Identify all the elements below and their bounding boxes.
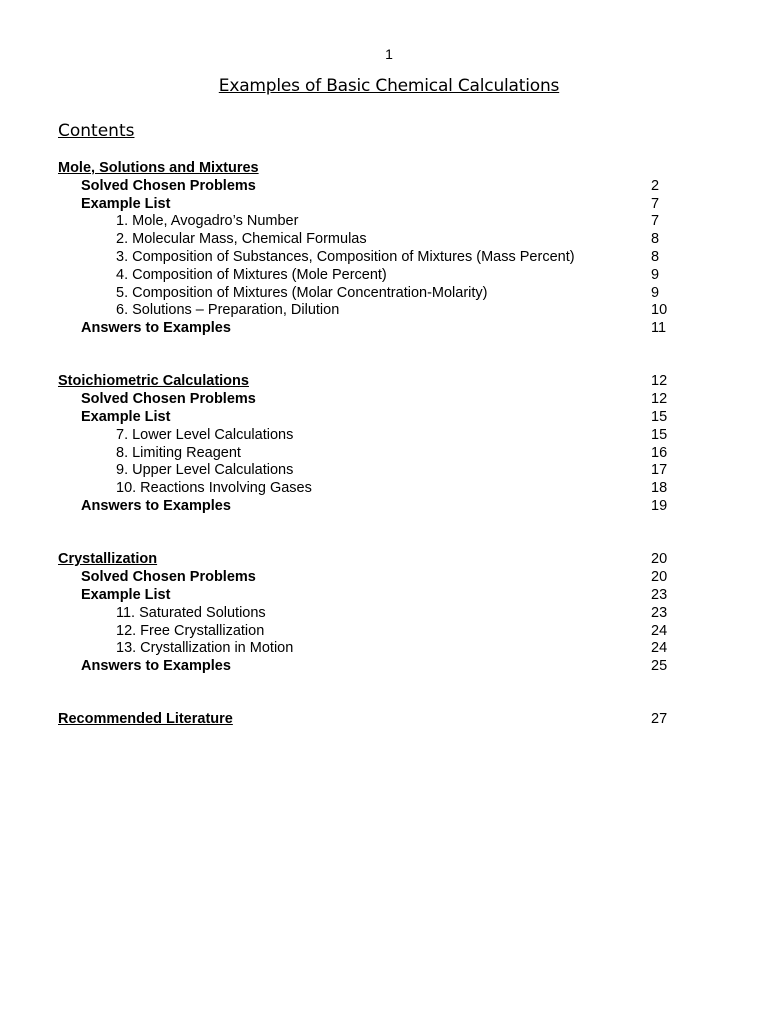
- page-number: 1: [385, 46, 393, 62]
- toc-example-entry[interactable]: [0, 605, 768, 623]
- toc-example-entry[interactable]: [0, 213, 768, 231]
- toc-subsection-entry[interactable]: [0, 409, 768, 427]
- toc-subsection-entry[interactable]: [0, 196, 768, 214]
- toc-page-number: 2: [651, 177, 660, 194]
- table-of-contents: [0, 160, 768, 729]
- toc-page-number: 11: [651, 320, 667, 337]
- toc-section-title: Crystallization: [58, 551, 158, 568]
- contents-heading: Contents: [58, 121, 135, 141]
- section-spacer: [0, 676, 768, 712]
- toc-example-entry[interactable]: [0, 623, 768, 641]
- toc-subsection-entry[interactable]: [0, 178, 768, 196]
- toc-entry-label: Example List: [81, 409, 171, 426]
- toc-section-title: Recommended Literature: [58, 711, 233, 728]
- toc-entry-label: 11. Saturated Solutions: [116, 604, 266, 621]
- toc-entry-label: 7. Lower Level Calculations: [116, 426, 294, 443]
- toc-entry-label: 10. Reactions Involving Gases: [116, 480, 312, 497]
- toc-page-number: 19: [651, 498, 668, 515]
- toc-page-number: 12: [651, 391, 668, 408]
- toc-page-number: 9: [651, 284, 660, 301]
- toc-page-number: 27: [651, 711, 668, 728]
- toc-entry-label: Answers to Examples: [81, 320, 231, 337]
- toc-page-number: 15: [651, 409, 668, 426]
- toc-page-number: 15: [651, 426, 668, 443]
- toc-entry-label: Solved Chosen Problems: [81, 569, 256, 586]
- toc-section-heading[interactable]: [0, 711, 768, 729]
- toc-page-number: 20: [651, 569, 668, 586]
- toc-subsection-entry[interactable]: [0, 320, 768, 338]
- toc-page-number: 23: [651, 586, 668, 603]
- toc-page-number: 24: [651, 640, 668, 657]
- toc-page-number: 17: [651, 462, 668, 479]
- toc-section-title: Stoichiometric Calculations: [58, 373, 249, 390]
- toc-subsection-entry[interactable]: [0, 498, 768, 516]
- toc-entry-label: Answers to Examples: [81, 658, 231, 675]
- toc-entry-label: Solved Chosen Problems: [81, 177, 256, 194]
- toc-page-number: 20: [651, 551, 668, 568]
- section-spacer: [0, 338, 768, 374]
- toc-page-number: 10: [651, 302, 668, 319]
- toc-example-entry[interactable]: [0, 285, 768, 303]
- section-spacer: [0, 516, 768, 552]
- toc-example-entry[interactable]: [0, 267, 768, 285]
- toc-page-number: 18: [651, 480, 668, 497]
- toc-subsection-entry[interactable]: [0, 391, 768, 409]
- toc-entry-label: 8. Limiting Reagent: [116, 444, 241, 461]
- toc-page-number: 24: [651, 622, 668, 639]
- toc-page-number: 12: [651, 373, 668, 390]
- toc-section-heading[interactable]: [0, 373, 768, 391]
- toc-entry-label: Solved Chosen Problems: [81, 391, 256, 408]
- toc-entry-label: Example List: [81, 586, 171, 603]
- toc-entry-label: 13. Crystallization in Motion: [116, 640, 294, 657]
- toc-entry-label: 9. Upper Level Calculations: [116, 462, 294, 479]
- toc-entry-label: 4. Composition of Mixtures (Mole Percent): [116, 266, 387, 283]
- toc-example-entry[interactable]: [0, 480, 768, 498]
- toc-section-heading[interactable]: [0, 551, 768, 569]
- toc-example-entry[interactable]: [0, 231, 768, 249]
- toc-example-entry[interactable]: [0, 249, 768, 267]
- toc-page-number: 16: [651, 444, 668, 461]
- document-title: Examples of Basic Chemical Calculations: [218, 76, 560, 96]
- toc-subsection-entry[interactable]: [0, 658, 768, 676]
- toc-page-number: 23: [651, 604, 668, 621]
- toc-page-number: 25: [651, 658, 668, 675]
- toc-entry-label: 3. Composition of Substances, Composition of Mixtures (Mass Percent): [116, 248, 575, 265]
- toc-entry-label: 6. Solutions – Preparation, Dilution: [116, 302, 340, 319]
- toc-section-heading[interactable]: [0, 160, 768, 178]
- toc-entry-label: 2. Molecular Mass, Chemical Formulas: [116, 231, 367, 248]
- toc-page-number: 8: [651, 231, 660, 248]
- toc-entry-label: 12. Free Crystallization: [116, 622, 265, 639]
- toc-example-entry[interactable]: [0, 427, 768, 445]
- toc-page-number: 9: [651, 266, 660, 283]
- toc-example-entry[interactable]: [0, 445, 768, 463]
- toc-subsection-entry[interactable]: [0, 587, 768, 605]
- toc-page-number: 8: [651, 248, 660, 265]
- toc-entry-label: Answers to Examples: [81, 498, 231, 515]
- toc-example-entry[interactable]: [0, 640, 768, 658]
- toc-entry-label: 5. Composition of Mixtures (Molar Concentration-Molarity): [116, 284, 488, 301]
- toc-example-entry[interactable]: [0, 462, 768, 480]
- toc-page-number: 7: [651, 213, 660, 230]
- toc-page-number: 7: [651, 195, 660, 212]
- toc-section-title: Mole, Solutions and Mixtures: [58, 160, 259, 176]
- toc-entry-label: Example List: [81, 195, 171, 212]
- toc-subsection-entry[interactable]: [0, 569, 768, 587]
- toc-example-entry[interactable]: [0, 302, 768, 320]
- toc-entry-label: 1. Mole, Avogadro’s Number: [116, 213, 299, 230]
